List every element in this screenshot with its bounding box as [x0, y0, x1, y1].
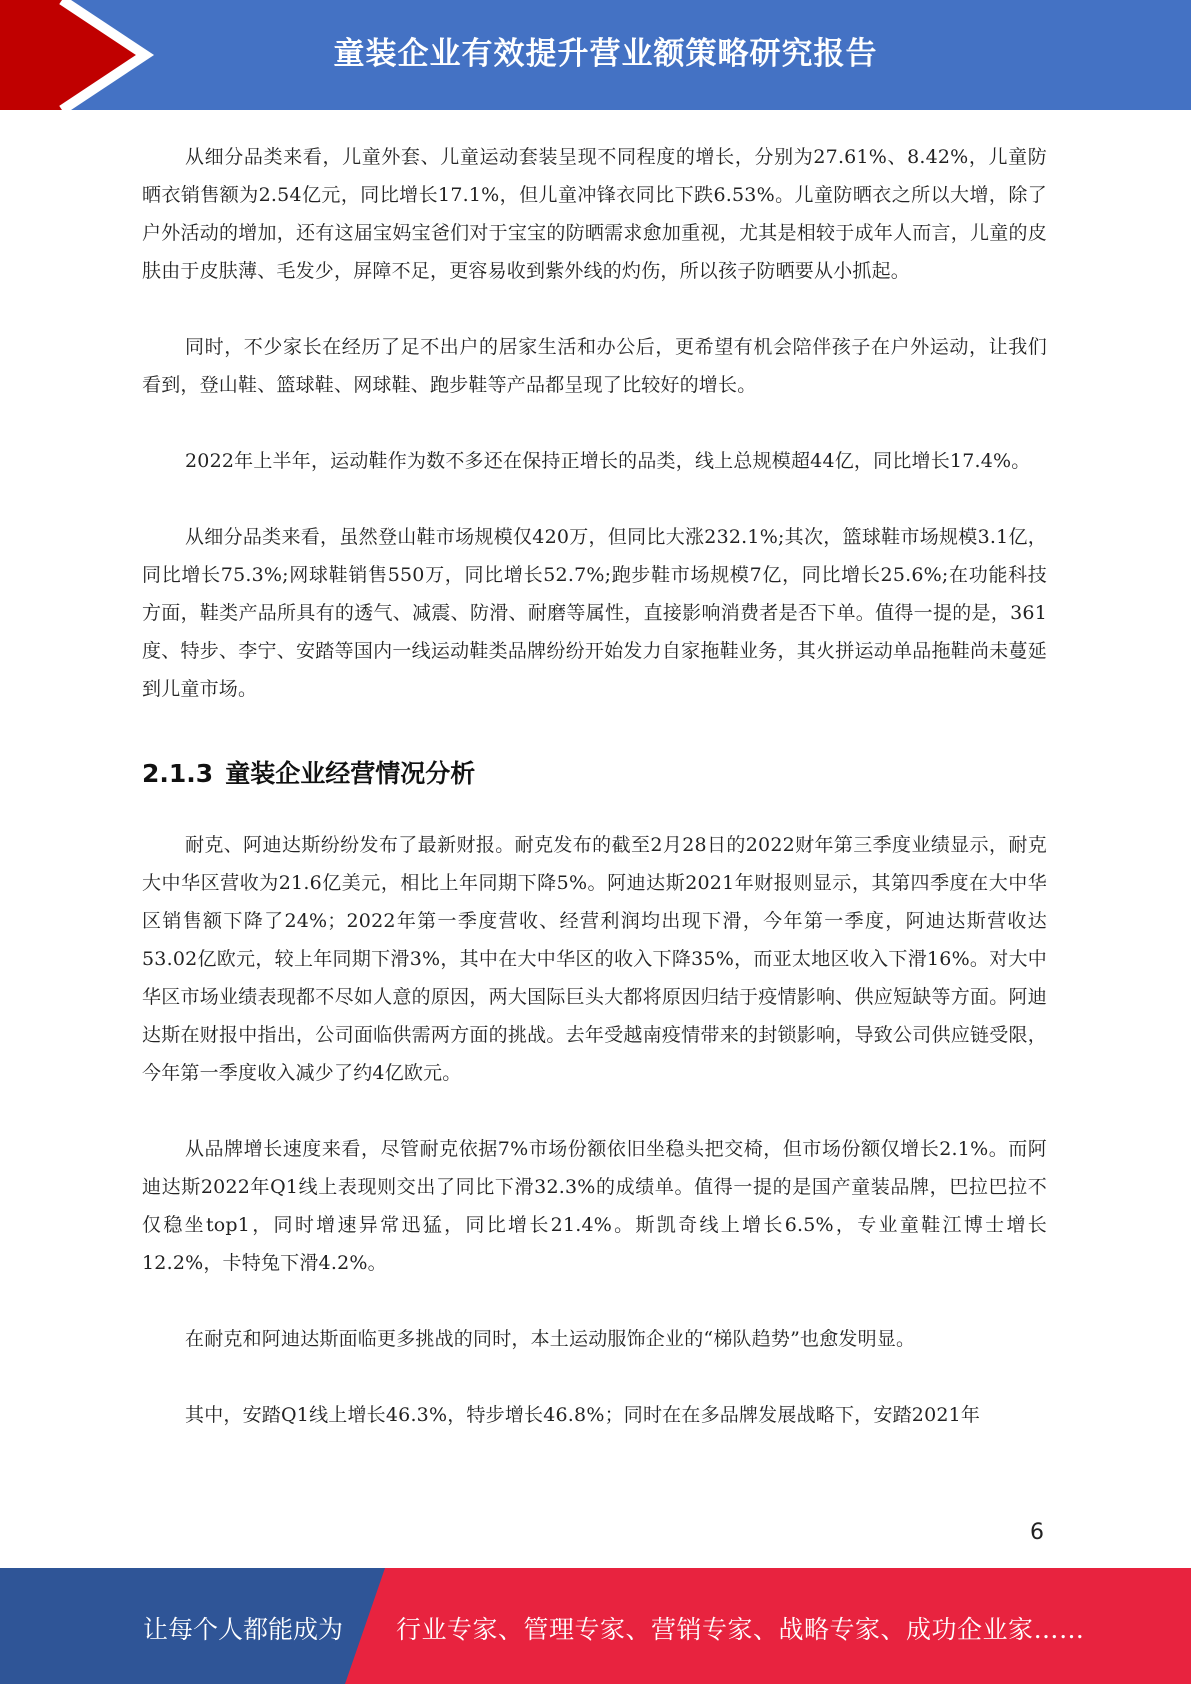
- paragraph: 2022年上半年，运动鞋作为数不多还在保持正增长的品类，线上总规模超44亿，同比增长17.4%。: [185, 450, 1031, 472]
- section-title: 童装企业经营情况分析: [225, 759, 476, 788]
- footer-slogan-right: 行业专家、管理专家、营销专家、战略专家、成功企业家……: [396, 1615, 1085, 1644]
- footer-slogan-left: 让每个人都能成为: [143, 1615, 344, 1644]
- paragraph: 同时，不少家长在经历了足不出户的居家生活和办公后，更希望有机会陪伴孩子在户外运动，让我们看到，登山鞋、篮球鞋、网球鞋、跑步鞋等产品都呈现了比较好的增长。: [142, 336, 1047, 396]
- paragraph: 从细分品类来看，虽然登山鞋市场规模仅420万，但同比大涨232.1%;其次，篮球鞋市场规模3.1亿，同比增长75.3%;网球鞋销售550万，同比增长52.7%;跑步鞋市场规模7亿，同比增长25.6%;在功能科技方面，鞋类产品所具有的透气、减震、防滑、耐磨等属性，直接影响消费者是否下单。值得一提的是，361度、特步、李宁、安踏等国内一线运动鞋类品牌纷纷开始发力自家拖鞋业务，其火拼运动单品拖鞋尚未蔓延到儿童市场。: [142, 526, 1047, 700]
- paragraph: 从品牌增长速度来看，尽管耐克依据7%市场份额依旧坐稳头把交椅，但市场份额仅增长2.1%。而阿迪达斯2022年Q1线上表现则交出了同比下滑32.3%的成绩单。值得一提的是国产童装品牌，巴拉巴拉不仅稳坐top1，同时增速异常迅猛，同比增长21.4%。斯凯奇线上增长6.5%，专业童鞋江博士增长12.2%，卡特兔下滑4.2%。: [142, 1138, 1047, 1274]
- paragraph: 耐克、阿迪达斯纷纷发布了最新财报。耐克发布的截至2月28日的2022财年第三季度业绩显示，耐克大中华区营收为21.6亿美元，相比上年同期下降5%。阿迪达斯2021年财报则显示，其第四季度在大中华区销售额下降了24%；2022年第一季度营收、经营利润均出现下滑，今年第一季度，阿迪达斯营收达53.02亿欧元，较上年同期下滑3%，其中在大中华区的收入下降35%，而亚太地区收入下滑16%。对大中华区市场业绩表现都不尽如人意的原因，两大国际巨头大都将原因归结于疫情影响、供应短缺等方面。阿迪达斯在财报中指出，公司面临供需两方面的挑战。去年受越南疫情带来的封锁影响，导致公司供应链受限，今年第一季度收入减少了约4亿欧元。: [142, 834, 1047, 1084]
- paragraph: 从细分品类来看，儿童外套、儿童运动套装呈现不同程度的增长，分别为27.61%、8.42%，儿童防晒衣销售额为2.54亿元，同比增长17.1%，但儿童冲锋衣同比下跌6.53%。儿童防晒衣之所以大增，除了户外活动的增加，还有这届宝妈宝爸们对于宝宝的防晒需求愈加重视，尤其是相较于成年人而言，儿童的皮肤由于皮肤薄、毛发少，屏障不足，更容易收到紫外线的灼伤，所以孩子防晒要从小抓起。: [142, 146, 1047, 282]
- page-header-title: 童装企业有效提升营业额策略研究报告: [333, 36, 878, 72]
- footer-banner: [0, 1568, 1191, 1684]
- paragraph: 在耐克和阿迪达斯面临更多挑战的同时，本土运动服饰企业的“梯队趋势”也愈发明显。: [185, 1328, 916, 1350]
- paragraph: 其中，安踏Q1线上增长46.3%，特步增长46.8%；同时在在多品牌发展战略下，安踏2021年: [185, 1404, 981, 1426]
- section-number: 2.1.3: [142, 759, 214, 788]
- main-content: [142, 138, 1047, 1472]
- page-number: 6: [1030, 1520, 1044, 1545]
- section-heading: [142, 746, 1047, 790]
- header-banner: [0, 0, 1191, 110]
